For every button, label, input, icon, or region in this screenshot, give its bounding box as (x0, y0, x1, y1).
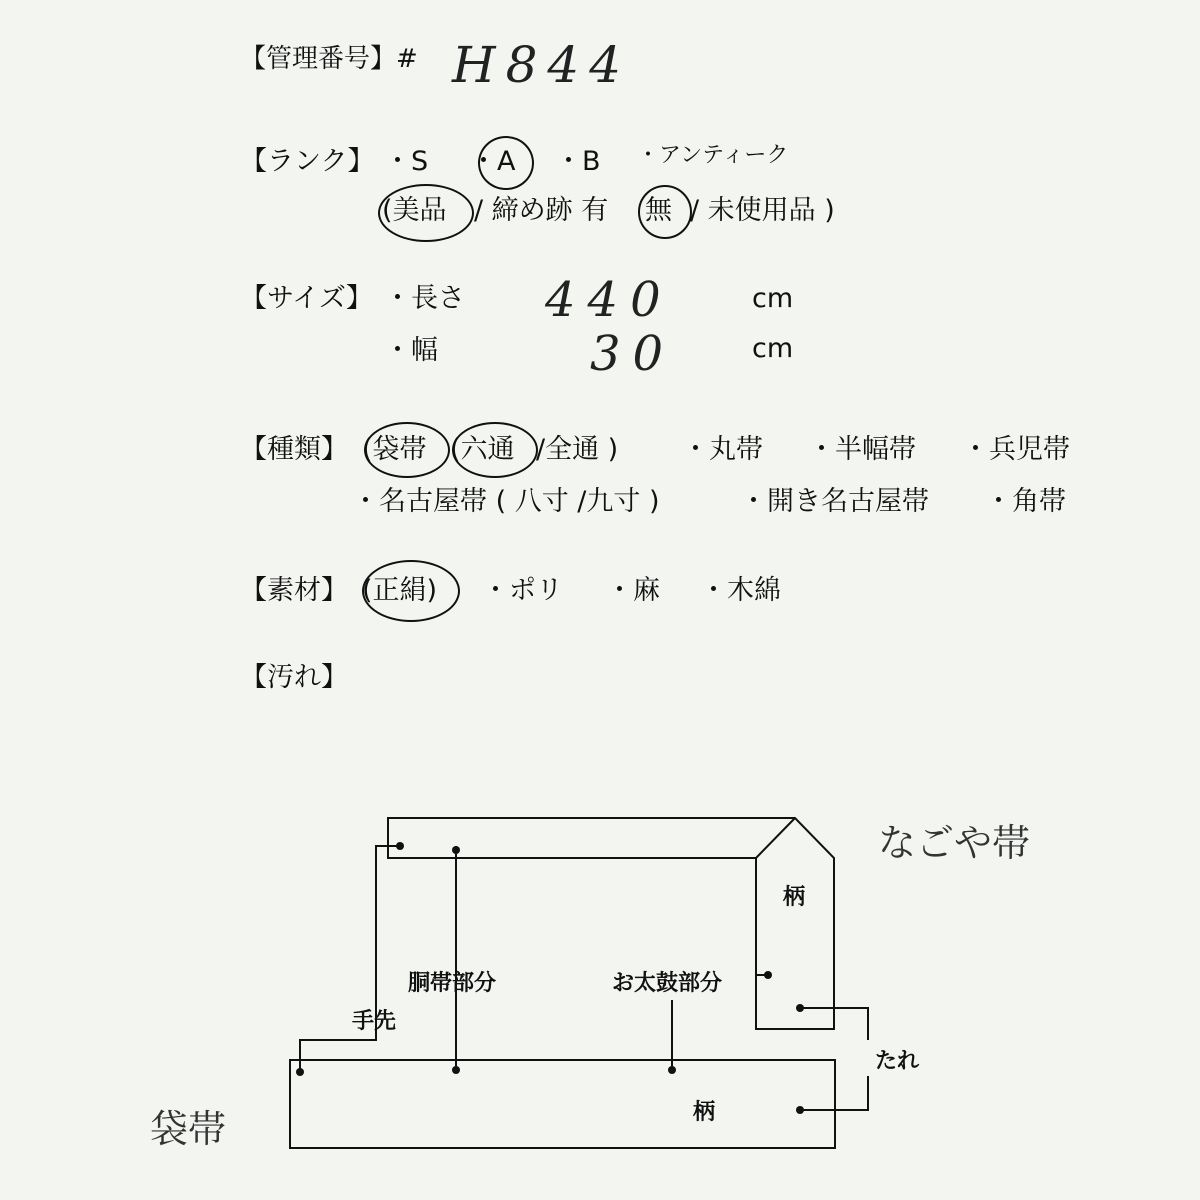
leader-dot (452, 846, 460, 854)
tare-label: たれ (875, 1049, 920, 1074)
id-value: H844 (452, 36, 632, 94)
condition-none: 無 (645, 195, 672, 226)
type-rokutsu: (六通 (450, 434, 515, 465)
length-value: 440 (545, 272, 673, 328)
type-fukuro: (袋帯 (362, 434, 427, 465)
otaiko-label: お太鼓部分 (612, 971, 723, 996)
type-label: 【種類】 (240, 434, 348, 465)
rank-option-b: ・B (555, 146, 601, 177)
leader-dot (452, 1066, 460, 1074)
id-label: 【管理番号】# (240, 44, 418, 74)
leader-dot (796, 1004, 804, 1012)
nagoya-fold-line (756, 818, 795, 858)
leader-dot (668, 1066, 676, 1074)
leader-dot (764, 971, 772, 979)
rank-option-a: ・A (470, 146, 516, 177)
size-label: 【サイズ】 (240, 283, 373, 314)
material-label: 【素材】 (240, 575, 348, 606)
width-value: 30 (590, 326, 676, 382)
material-asa: ・麻 (606, 575, 660, 606)
rank-option-antique: ・アンティーク (637, 143, 789, 168)
type-hanhaba: ・半幅帯 (808, 434, 916, 465)
leader-dot (296, 1068, 304, 1076)
fukuro-obi-shape (290, 1060, 835, 1148)
type-nagoya: ・名古屋帯 ( 八寸 /九寸 ) (352, 486, 660, 517)
type-kaku: ・角帯 (985, 486, 1066, 517)
width-unit: cm (752, 333, 794, 364)
stain-label: 【汚れ】 (240, 662, 348, 693)
material-cotton: ・木綿 (700, 575, 781, 606)
rank-label: 【ランク】 (240, 146, 375, 177)
type-zentsu: /全通 ) (536, 434, 619, 465)
condition-marks: / 締め跡 有 (474, 195, 609, 226)
condition-unused: / 未使用品 ) (690, 195, 835, 226)
fukuro-obi-title: 袋帯 (150, 1107, 227, 1151)
leader-dot (796, 1106, 804, 1114)
nagoya-obi-title: なごや帯 (878, 821, 1031, 865)
pattern-label-nagoya: 柄 (783, 885, 806, 910)
pattern-label-fukuro: 柄 (693, 1100, 716, 1125)
type-maru: ・丸帯 (682, 434, 763, 465)
length-unit: cm (752, 283, 794, 314)
condition-mint: (美品 (382, 195, 447, 226)
material-silk: (正絹) (362, 575, 438, 606)
material-poly: ・ポリ (482, 575, 563, 606)
type-heko: ・兵児帯 (962, 434, 1070, 465)
width-label: ・幅 (384, 335, 438, 366)
tesaki-label: 手先 (352, 1009, 397, 1034)
type-hiraki-nagoya: ・開き名古屋帯 (740, 486, 929, 517)
leader-dot (396, 842, 404, 850)
dou-label: 胴帯部分 (408, 971, 497, 996)
length-label: ・長さ (384, 283, 465, 314)
rank-option-s: ・S (384, 146, 429, 177)
